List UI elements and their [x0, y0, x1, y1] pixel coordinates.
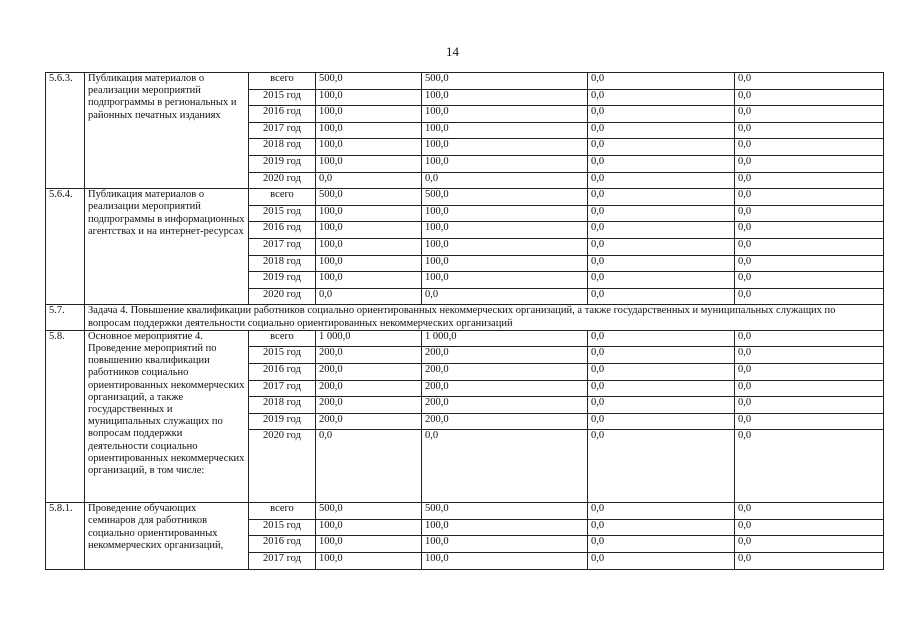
value-source-2: 0,0: [588, 222, 735, 239]
value-source-2: 0,0: [588, 272, 735, 289]
year-cell: 2020 год: [249, 172, 316, 189]
year-cell: 2017 год: [249, 238, 316, 255]
value-total: 100,0: [316, 536, 422, 553]
value-total: 200,0: [316, 397, 422, 414]
value-total: 100,0: [316, 205, 422, 222]
table-row: [46, 189, 884, 206]
row-number: 5.7.: [46, 305, 85, 330]
value-total: 0,0: [316, 172, 422, 189]
year-cell: 2020 год: [249, 288, 316, 305]
task-row: [46, 305, 884, 330]
value-source-1: 100,0: [422, 553, 588, 570]
value-total: 200,0: [316, 380, 422, 397]
value-source-3: 0,0: [735, 330, 884, 347]
value-total: 500,0: [316, 73, 422, 90]
value-source-2: 0,0: [588, 413, 735, 430]
value-source-1: 500,0: [422, 503, 588, 520]
value-source-2: 0,0: [588, 122, 735, 139]
task-text: Задача 4. Повышение квалификации работников социально ориентированных некоммерческих организаций, а также государственных и муниципальных служащих по вопросам поддержки деятельности социально ориентированных некоммерческих организаций: [85, 305, 884, 330]
value-source-3: 0,0: [735, 288, 884, 305]
value-source-1: 100,0: [422, 155, 588, 172]
value-source-3: 0,0: [735, 413, 884, 430]
value-total: 0,0: [316, 430, 422, 503]
value-source-2: 0,0: [588, 288, 735, 305]
value-total: 200,0: [316, 413, 422, 430]
year-cell: 2017 год: [249, 553, 316, 570]
budget-table: [45, 72, 884, 570]
value-total: 100,0: [316, 553, 422, 570]
value-total: 100,0: [316, 155, 422, 172]
table-row: [46, 330, 884, 347]
value-source-3: 0,0: [735, 155, 884, 172]
year-cell: 2016 год: [249, 536, 316, 553]
value-total: 100,0: [316, 519, 422, 536]
value-source-1: 100,0: [422, 205, 588, 222]
value-source-3: 0,0: [735, 172, 884, 189]
year-cell: 2016 год: [249, 106, 316, 123]
value-source-3: 0,0: [735, 553, 884, 570]
row-number: 5.6.3.: [46, 73, 85, 189]
value-total: 500,0: [316, 189, 422, 206]
value-source-1: 500,0: [422, 73, 588, 90]
value-source-1: 200,0: [422, 413, 588, 430]
value-source-1: 100,0: [422, 255, 588, 272]
value-source-1: 1 000,0: [422, 330, 588, 347]
row-number: 5.8.1.: [46, 503, 85, 569]
value-source-1: 200,0: [422, 397, 588, 414]
value-source-2: 0,0: [588, 139, 735, 156]
value-source-1: 100,0: [422, 106, 588, 123]
value-total: 100,0: [316, 106, 422, 123]
value-source-3: 0,0: [735, 139, 884, 156]
value-source-2: 0,0: [588, 189, 735, 206]
value-source-2: 0,0: [588, 519, 735, 536]
year-cell: 2017 год: [249, 122, 316, 139]
year-cell: 2015 год: [249, 519, 316, 536]
year-cell: 2018 год: [249, 255, 316, 272]
value-source-2: 0,0: [588, 89, 735, 106]
page-number: 14: [446, 44, 459, 59]
table-row: [46, 503, 884, 520]
activity-name: Проведение обучающих семинаров для работников социально ориентированных некоммерческих организаций,: [85, 503, 249, 569]
value-source-3: 0,0: [735, 397, 884, 414]
table-row: [46, 73, 884, 90]
value-source-1: 100,0: [422, 536, 588, 553]
row-number: 5.8.: [46, 330, 85, 503]
value-source-1: 100,0: [422, 272, 588, 289]
value-source-2: 0,0: [588, 503, 735, 520]
year-cell: 2015 год: [249, 89, 316, 106]
value-source-1: 100,0: [422, 238, 588, 255]
value-total: 100,0: [316, 272, 422, 289]
value-source-1: 100,0: [422, 222, 588, 239]
value-source-2: 0,0: [588, 380, 735, 397]
value-source-2: 0,0: [588, 397, 735, 414]
year-cell: 2015 год: [249, 347, 316, 364]
value-source-3: 0,0: [735, 503, 884, 520]
year-cell: всего: [249, 189, 316, 206]
value-source-3: 0,0: [735, 122, 884, 139]
value-source-2: 0,0: [588, 255, 735, 272]
year-cell: 2015 год: [249, 205, 316, 222]
year-cell: 2018 год: [249, 139, 316, 156]
row-number: 5.6.4.: [46, 189, 85, 305]
value-total: 200,0: [316, 363, 422, 380]
year-cell: 2019 год: [249, 272, 316, 289]
value-total: 500,0: [316, 503, 422, 520]
value-source-1: 100,0: [422, 139, 588, 156]
value-source-2: 0,0: [588, 172, 735, 189]
value-source-1: 0,0: [422, 288, 588, 305]
value-source-3: 0,0: [735, 272, 884, 289]
value-total: 100,0: [316, 222, 422, 239]
activity-name: Публикация материалов о реализации мероприятий подпрограммы в региональных и районных печатных изданиях: [85, 73, 249, 189]
value-source-1: 100,0: [422, 89, 588, 106]
value-source-3: 0,0: [735, 430, 884, 503]
value-total: 100,0: [316, 255, 422, 272]
value-source-2: 0,0: [588, 553, 735, 570]
value-source-3: 0,0: [735, 89, 884, 106]
value-source-2: 0,0: [588, 536, 735, 553]
value-total: 100,0: [316, 89, 422, 106]
value-source-2: 0,0: [588, 347, 735, 364]
activity-name: Публикация материалов о реализации мероприятий подпрограммы в информационных агентствах и на интернет-ресурсах: [85, 189, 249, 305]
year-cell: всего: [249, 330, 316, 347]
value-source-3: 0,0: [735, 106, 884, 123]
value-source-1: 0,0: [422, 172, 588, 189]
value-source-3: 0,0: [735, 189, 884, 206]
value-source-3: 0,0: [735, 238, 884, 255]
value-source-2: 0,0: [588, 238, 735, 255]
year-cell: 2018 год: [249, 397, 316, 414]
value-source-3: 0,0: [735, 255, 884, 272]
value-source-3: 0,0: [735, 73, 884, 90]
year-cell: 2017 год: [249, 380, 316, 397]
value-total: 100,0: [316, 139, 422, 156]
year-cell: 2020 год: [249, 430, 316, 503]
value-source-1: 100,0: [422, 519, 588, 536]
value-total: 200,0: [316, 347, 422, 364]
value-source-1: 200,0: [422, 363, 588, 380]
year-cell: всего: [249, 503, 316, 520]
value-total: 100,0: [316, 122, 422, 139]
value-source-2: 0,0: [588, 155, 735, 172]
value-source-3: 0,0: [735, 363, 884, 380]
value-source-2: 0,0: [588, 205, 735, 222]
value-source-2: 0,0: [588, 106, 735, 123]
year-cell: всего: [249, 73, 316, 90]
value-total: 0,0: [316, 288, 422, 305]
value-source-2: 0,0: [588, 73, 735, 90]
year-cell: 2019 год: [249, 155, 316, 172]
value-source-1: 200,0: [422, 347, 588, 364]
value-source-1: 500,0: [422, 189, 588, 206]
year-cell: 2016 год: [249, 363, 316, 380]
value-source-3: 0,0: [735, 205, 884, 222]
value-source-3: 0,0: [735, 536, 884, 553]
value-source-3: 0,0: [735, 347, 884, 364]
activity-name: Основное мероприятие 4. Проведение мероприятий по повышению квалификации работников социально ориентированных некоммерческих организаций, а также государственных и муниципальных служащих по вопросам поддержки деятельности социально ориентированных некоммерческих организаций, в том числе:: [85, 330, 249, 503]
value-source-3: 0,0: [735, 222, 884, 239]
value-total: 100,0: [316, 238, 422, 255]
value-source-1: 200,0: [422, 380, 588, 397]
value-source-2: 0,0: [588, 330, 735, 347]
value-source-3: 0,0: [735, 519, 884, 536]
value-source-2: 0,0: [588, 363, 735, 380]
value-total: 1 000,0: [316, 330, 422, 347]
value-source-1: 100,0: [422, 122, 588, 139]
year-cell: 2019 год: [249, 413, 316, 430]
value-source-3: 0,0: [735, 380, 884, 397]
value-source-2: 0,0: [588, 430, 735, 503]
year-cell: 2016 год: [249, 222, 316, 239]
value-source-1: 0,0: [422, 430, 588, 503]
